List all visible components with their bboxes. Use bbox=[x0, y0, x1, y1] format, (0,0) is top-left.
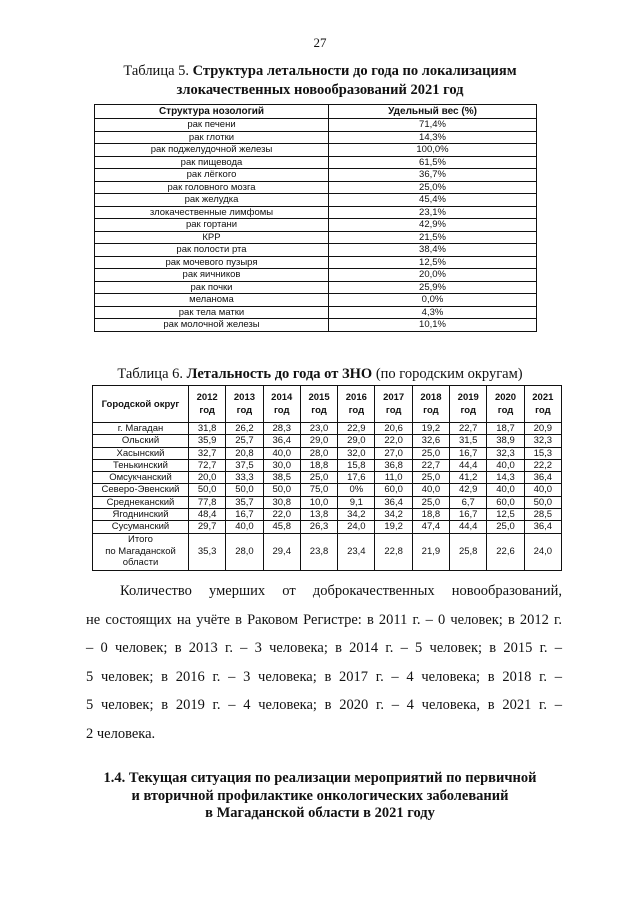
table5-cell-share: 4,3% bbox=[329, 306, 537, 319]
table6-total-row bbox=[93, 533, 562, 570]
table6-cell-value: 29,0 bbox=[300, 435, 337, 447]
table5-cell-nosology: рак гортани bbox=[95, 219, 329, 232]
table6-cell-value: 36,4 bbox=[263, 435, 300, 447]
paragraph-line: не состоящих на учёте в Раковом Регистре: в 2011 г. – 0 человек; в 2012 г. bbox=[86, 611, 562, 628]
table6-cell-value: 60,0 bbox=[375, 484, 412, 496]
table6-total-value: 29,4 bbox=[263, 533, 300, 570]
table6-cell-district: Хасынский bbox=[93, 447, 189, 459]
table6-total-value: 23,4 bbox=[338, 533, 375, 570]
section-heading-line: и вторичной профилактике онкологических заболеваний bbox=[131, 787, 509, 804]
table6-body bbox=[93, 423, 562, 571]
table6-cell-value: 27,0 bbox=[375, 447, 412, 459]
table6-cell-value: 26,3 bbox=[300, 521, 337, 533]
table6-cell-district: Омсукчанский bbox=[93, 472, 189, 484]
table6-cell-value: 22,9 bbox=[338, 423, 375, 435]
table6-cell-value: 50,0 bbox=[524, 496, 561, 508]
table6-cell-district: Тенькинский bbox=[93, 459, 189, 471]
table5-row bbox=[95, 181, 537, 194]
table6-total-label-line: Итого bbox=[128, 534, 153, 546]
table6-cell-value: 26,2 bbox=[226, 423, 263, 435]
table6-cell-value: 44,4 bbox=[450, 459, 487, 471]
table6-cell-value: 25,0 bbox=[487, 521, 524, 533]
table6-header-year-suffix: год bbox=[497, 405, 514, 416]
table6-caption bbox=[0, 365, 640, 384]
table6-total-label-line: по Магаданской bbox=[105, 545, 176, 557]
table5-cell-nosology: рак желудка bbox=[95, 194, 329, 207]
table6-cell-value: 75,0 bbox=[300, 484, 337, 496]
table6-cell-value: 40,0 bbox=[226, 521, 263, 533]
table5-caption-line2 bbox=[0, 81, 640, 100]
table6-header-year-suffix: год bbox=[273, 405, 290, 416]
table5-cell-nosology: рак мочевого пузыря bbox=[95, 256, 329, 269]
paragraph-line: 2 человека. bbox=[86, 726, 156, 742]
table5-cell-share: 12,5% bbox=[329, 256, 537, 269]
table6-header-year-number: 2013 bbox=[233, 392, 256, 403]
table6-row bbox=[93, 459, 562, 471]
table5-row bbox=[95, 219, 537, 232]
table6-cell-value: 20,8 bbox=[226, 447, 263, 459]
table6-cell-value: 16,7 bbox=[450, 447, 487, 459]
table5-cell-share: 25,9% bbox=[329, 281, 537, 294]
table6-cell-value: 31,8 bbox=[189, 423, 226, 435]
table5-row bbox=[95, 206, 537, 219]
table6-header-year-suffix: год bbox=[385, 405, 402, 416]
table6-cell-value: 36,8 bbox=[375, 459, 412, 471]
table6-cell-value: 22,0 bbox=[375, 435, 412, 447]
paragraph-line: – 0 человек; в 2013 г. – 3 человека; в 2014 г. – 5 человек; в 2015 г. – bbox=[86, 640, 562, 657]
table5-cell-nosology: рак молочной железы bbox=[95, 319, 329, 332]
table6-caption-title: Летальность до года от ЗНО bbox=[186, 366, 373, 382]
table6-header-year bbox=[338, 386, 375, 423]
table5-row bbox=[95, 169, 537, 182]
table6-caption-prefix: Таблица 6. bbox=[117, 366, 183, 382]
table6-row bbox=[93, 447, 562, 459]
table6-cell-value: 40,0 bbox=[263, 447, 300, 459]
table5-row bbox=[95, 156, 537, 169]
table6-cell-value: 15,8 bbox=[338, 459, 375, 471]
table6-cell-value: 12,5 bbox=[487, 509, 524, 521]
table5-cell-nosology: рак глотки bbox=[95, 131, 329, 144]
table6-cell-value: 16,7 bbox=[226, 509, 263, 521]
table6-cell-value: 32,3 bbox=[524, 435, 561, 447]
table6-cell-value: 36,4 bbox=[524, 472, 561, 484]
table6-row bbox=[93, 423, 562, 435]
table5-cell-share: 61,5% bbox=[329, 156, 537, 169]
table6-cell-district: Сусуманский bbox=[93, 521, 189, 533]
table6-header-year-suffix: год bbox=[460, 405, 476, 416]
table6-cell-value: 32,3 bbox=[487, 447, 524, 459]
table6-cell-value: 60,0 bbox=[487, 496, 524, 508]
table5-cell-share: 21,5% bbox=[329, 231, 537, 244]
table6-cell-value: 6,7 bbox=[450, 496, 487, 508]
table6-cell-value: 42,9 bbox=[450, 484, 487, 496]
table6-cell-value: 50,0 bbox=[189, 484, 226, 496]
table6-cell-value: 30,0 bbox=[263, 459, 300, 471]
table6-cell-district: Северо-Эвенский bbox=[93, 484, 189, 496]
table6-cell-value: 50,0 bbox=[263, 484, 300, 496]
table6-header-district: Городской округ bbox=[93, 386, 189, 423]
table6-cell-value: 19,2 bbox=[375, 521, 412, 533]
table5-row bbox=[95, 194, 537, 207]
table6-cell-value: 47,4 bbox=[412, 521, 449, 533]
table6-total-value: 22,8 bbox=[375, 533, 412, 570]
table5-row bbox=[95, 281, 537, 294]
table5-cell-nosology: рак пищевода bbox=[95, 156, 329, 169]
table5-caption-title-line1: Структура летальности до года по локализациям bbox=[192, 63, 517, 79]
table5-row bbox=[95, 319, 537, 332]
table6-cell-value: 28,5 bbox=[524, 509, 561, 521]
table6-cell-value: 18,8 bbox=[300, 459, 337, 471]
paragraph-line: Количество умерших от доброкачественных новообразований, bbox=[120, 583, 562, 599]
table6-row bbox=[93, 484, 562, 496]
table5-cell-nosology: рак печени bbox=[95, 119, 329, 132]
table6-cell-value: 20,0 bbox=[189, 472, 226, 484]
table6-cell-value: 25,0 bbox=[412, 496, 449, 508]
section-heading-line: в Магаданской области в 2021 году bbox=[205, 805, 435, 821]
table6-row bbox=[93, 472, 562, 484]
table6-header-year-number: 2015 bbox=[308, 392, 330, 403]
table6-header-year bbox=[226, 386, 263, 423]
table6-cell-value: 28,3 bbox=[263, 423, 300, 435]
table6-cell-district: Ягоднинский bbox=[93, 509, 189, 521]
table5-row bbox=[95, 269, 537, 282]
table6-header-year-number: 2016 bbox=[345, 392, 367, 403]
table6-total-value: 23,8 bbox=[300, 533, 337, 570]
table6-header-year bbox=[300, 386, 337, 423]
paragraph-line: 5 человек; в 2019 г. – 4 человека; в 2020 г. – 4 человека, в 2021 г. – bbox=[86, 697, 562, 714]
table6-cell-district: Среднеканский bbox=[93, 496, 189, 508]
table6-cell-value: 20,6 bbox=[375, 423, 412, 435]
table6-cell-value: 29,7 bbox=[189, 521, 226, 533]
table5-row bbox=[95, 119, 537, 132]
table5-row bbox=[95, 306, 537, 319]
table6-cell-value: 22,7 bbox=[450, 423, 487, 435]
table6-cell-district: Ольский bbox=[93, 435, 189, 447]
table6-cell-value: 34,2 bbox=[375, 509, 412, 521]
table6-header-year bbox=[487, 386, 524, 423]
table6-header-year-number: 2020 bbox=[494, 392, 517, 403]
table6-cell-value: 40,0 bbox=[412, 484, 449, 496]
table5-header-row bbox=[95, 105, 537, 119]
table6-cell-value: 38,9 bbox=[487, 435, 524, 447]
table6-cell-value: 40,0 bbox=[487, 459, 524, 471]
table5-cell-nosology: рак почки bbox=[95, 281, 329, 294]
table5-header-nosology: Структура нозологий bbox=[95, 105, 329, 119]
table6-cell-value: 22,0 bbox=[263, 509, 300, 521]
table6-header-year bbox=[524, 386, 561, 423]
table6-cell-value: 48,4 bbox=[189, 509, 226, 521]
table6-cell-value: 31,5 bbox=[450, 435, 487, 447]
table6-cell-value: 11,0 bbox=[375, 472, 412, 484]
table6-header-year-suffix: год bbox=[423, 405, 439, 416]
table5-cell-share: 71,4% bbox=[329, 119, 537, 132]
table5-cell-share: 0,0% bbox=[329, 294, 537, 307]
table5-cell-nosology: злокачественные лимфомы bbox=[95, 206, 329, 219]
table6-cell-value: 37,5 bbox=[226, 459, 263, 471]
table6-total-value: 28,0 bbox=[226, 533, 263, 570]
table5-cell-nosology: рак полости рта bbox=[95, 244, 329, 257]
table6-total-value: 21,9 bbox=[412, 533, 449, 570]
table6-total-value: 35,3 bbox=[189, 533, 226, 570]
table6-total-value: 25,8 bbox=[450, 533, 487, 570]
table5-cell-share: 100,0% bbox=[329, 144, 537, 157]
table6-total-value: 24,0 bbox=[524, 533, 561, 570]
table6-cell-value: 0% bbox=[338, 484, 375, 496]
table5-row bbox=[95, 294, 537, 307]
table6-cell-value: 15,3 bbox=[524, 447, 561, 459]
table6-header-year-number: 2019 bbox=[457, 392, 479, 403]
table5-cell-share: 42,9% bbox=[329, 219, 537, 232]
table6-header-year bbox=[412, 386, 449, 423]
table5-row bbox=[95, 144, 537, 157]
table5-cell-nosology: рак тела матки bbox=[95, 306, 329, 319]
table6-cell-value: 34,2 bbox=[338, 509, 375, 521]
table5-cell-nosology: КРР bbox=[95, 231, 329, 244]
table6-cell-value: 22,2 bbox=[524, 459, 561, 471]
table6-cell-value: 32,0 bbox=[338, 447, 375, 459]
table6-cell-value: 29,0 bbox=[338, 435, 375, 447]
table6-cell-value: 24,0 bbox=[338, 521, 375, 533]
table6-cell-value: 10,0 bbox=[300, 496, 337, 508]
table5-cell-nosology: меланома bbox=[95, 294, 329, 307]
table6-header-year bbox=[263, 386, 300, 423]
table6-header-year-number: 2012 bbox=[196, 392, 218, 403]
table6-cell-value: 38,5 bbox=[263, 472, 300, 484]
table6-cell-value: 22,7 bbox=[412, 459, 449, 471]
table6-cell-value: 33,3 bbox=[226, 472, 263, 484]
table6-cell-value: 41,2 bbox=[450, 472, 487, 484]
table5-cell-nosology: рак лёгкого bbox=[95, 169, 329, 182]
table6-header-year-suffix: год bbox=[348, 405, 365, 416]
table5-row bbox=[95, 231, 537, 244]
table6-header-year-number: 2014 bbox=[271, 392, 293, 403]
table6-header-year-suffix: год bbox=[535, 405, 551, 416]
table6-cell-value: 36,4 bbox=[524, 521, 561, 533]
table5-caption-title-line2: злокачественных новообразований 2021 год bbox=[176, 82, 464, 98]
table6-cell-value: 36,4 bbox=[375, 496, 412, 508]
table6-cell-value: 35,9 bbox=[189, 435, 226, 447]
table5-cell-share: 45,4% bbox=[329, 194, 537, 207]
table6-cell-value: 13,8 bbox=[300, 509, 337, 521]
table6-cell-value: 16,7 bbox=[450, 509, 487, 521]
table6-mortality-by-district bbox=[92, 385, 562, 571]
table5-cell-share: 14,3% bbox=[329, 131, 537, 144]
table6-cell-value: 9,1 bbox=[338, 496, 375, 508]
table6-cell-value: 17,6 bbox=[338, 472, 375, 484]
table6-row bbox=[93, 435, 562, 447]
page-number: 27 bbox=[313, 35, 327, 50]
table6-header-year-suffix: год bbox=[236, 405, 253, 416]
table6-header-year-number: 2017 bbox=[383, 392, 405, 403]
table6-cell-value: 72,7 bbox=[189, 459, 226, 471]
table6-row bbox=[93, 496, 562, 508]
table6-cell-value: 25,7 bbox=[226, 435, 263, 447]
section-heading-line: 1.4. Текущая ситуация по реализации мероприятий по первичной bbox=[103, 770, 537, 786]
table6-cell-value: 77,8 bbox=[189, 496, 226, 508]
table6-cell-value: 28,0 bbox=[300, 447, 337, 459]
table6-row bbox=[93, 509, 562, 521]
table5-cell-share: 25,0% bbox=[329, 181, 537, 194]
table6-cell-value: 18,8 bbox=[412, 509, 449, 521]
table6-row bbox=[93, 521, 562, 533]
table6-cell-value: 19,2 bbox=[412, 423, 449, 435]
table6-header-year bbox=[450, 386, 487, 423]
table6-total-value: 22,6 bbox=[487, 533, 524, 570]
table6-cell-value: 25,0 bbox=[300, 472, 337, 484]
table5-cell-share: 10,1% bbox=[329, 319, 537, 332]
table5-caption bbox=[0, 62, 640, 100]
table6-caption-suffix: (по городским округам) bbox=[375, 366, 523, 382]
table6-header-row bbox=[93, 386, 562, 423]
table6-cell-value: 40,0 bbox=[487, 484, 524, 496]
table5-cell-share: 20,0% bbox=[329, 269, 537, 282]
paragraph-line: 5 человек; в 2016 г. – 3 человека; в 2017 г. – 4 человека; в 2018 г. – bbox=[86, 668, 562, 685]
table6-cell-district: г. Магадан bbox=[93, 423, 189, 435]
table5-cell-nosology: рак поджелудочной железы bbox=[95, 144, 329, 157]
table5-row bbox=[95, 131, 537, 144]
table6-cell-value: 20,9 bbox=[524, 423, 561, 435]
table6-cell-value: 32,7 bbox=[189, 447, 226, 459]
table5-cell-nosology: рак головного мозга bbox=[95, 181, 329, 194]
table5-caption-line1 bbox=[0, 62, 640, 81]
table5-cell-share: 38,4% bbox=[329, 244, 537, 257]
table6-header-year-number: 2018 bbox=[420, 392, 442, 403]
table6-header-year bbox=[375, 386, 412, 423]
table5-row bbox=[95, 256, 537, 269]
table6-header-year-suffix: год bbox=[199, 405, 215, 416]
table6-total-label-line: области bbox=[122, 557, 159, 569]
table5-cell-nosology: рак яичников bbox=[95, 269, 329, 282]
table6-cell-value: 18,7 bbox=[487, 423, 524, 435]
table6-cell-value: 25,0 bbox=[412, 447, 449, 459]
table6-total-label bbox=[93, 533, 189, 570]
table6-cell-value: 35,7 bbox=[226, 496, 263, 508]
table6-header-year bbox=[189, 386, 226, 423]
table6-cell-value: 23,0 bbox=[300, 423, 337, 435]
table6-cell-value: 44,4 bbox=[450, 521, 487, 533]
table5-mortality-structure bbox=[94, 104, 537, 332]
table6-cell-value: 40,0 bbox=[524, 484, 561, 496]
table5-row bbox=[95, 244, 537, 257]
table6-cell-value: 14,3 bbox=[487, 472, 524, 484]
table6-header-year-suffix: год bbox=[311, 405, 327, 416]
table6-cell-value: 50,0 bbox=[226, 484, 263, 496]
table6-cell-value: 30,8 bbox=[263, 496, 300, 508]
table6-cell-value: 32,6 bbox=[412, 435, 449, 447]
table5-cell-share: 23,1% bbox=[329, 206, 537, 219]
table5-cell-share: 36,7% bbox=[329, 169, 537, 182]
table5-caption-prefix: Таблица 5. bbox=[123, 63, 190, 79]
table6-cell-value: 25,0 bbox=[412, 472, 449, 484]
table6-header-year-number: 2021 bbox=[532, 392, 554, 403]
table6-cell-value: 45,8 bbox=[263, 521, 300, 533]
table5-body bbox=[95, 119, 537, 332]
table5-header-share: Удельный вес (%) bbox=[329, 105, 537, 119]
